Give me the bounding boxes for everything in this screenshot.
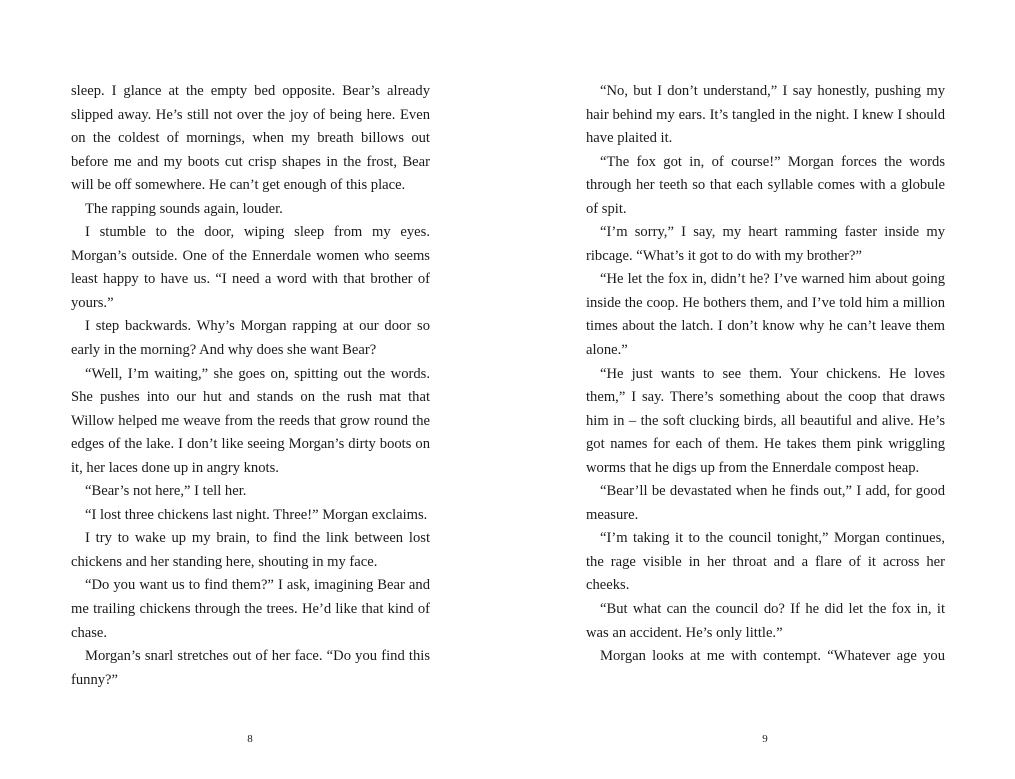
page-number: 8 bbox=[247, 733, 253, 745]
paragraph: I step backwards. Why’s Morgan rapping at our door so early in the morning? And why does she want Bear? bbox=[71, 318, 430, 359]
paragraph: “The fox got in, of course!” Morgan forces the words through her teeth so that each syllable comes with a globule of spit. bbox=[586, 153, 945, 217]
paragraph: “But what can the council do? If he did let the fox in, it was an accident. He’s only little.” bbox=[586, 601, 945, 641]
paragraph: Morgan looks at me with contempt. “Whatever age you bbox=[600, 648, 945, 665]
paragraph: “Do you want us to find them?” I ask, imagining Bear and me trailing chickens through the trees. He’d like that kind of chase. bbox=[71, 577, 430, 641]
paragraph: Morgan’s snarl stretches out of her face. “Do you find this funny?” bbox=[71, 648, 430, 688]
paragraph: sleep. I glance at the empty bed opposite. Bear’s already slipped away. He’s still not over the joy of being here. Even on the coldest of mornings, when my breath billows out before me and my boots cut crisp shapes in the frost, Bear will be off somewhere. He can’t get enough of this place. bbox=[71, 83, 430, 194]
paragraph: “No, but I don’t understand,” I say honestly, pushing my hair behind my ears. It’s tangled in the night. I knew I should have plaited it. bbox=[586, 83, 945, 147]
paragraph: The rapping sounds again, louder. bbox=[85, 200, 283, 217]
paragraph: “He let the fox in, didn’t he? I’ve warned him about going inside the coop. He bothers them, and I’ve told him a million times about the latch. I don’t know why he can’t leave them alone.” bbox=[586, 271, 945, 359]
paragraph: “He just wants to see them. Your chickens. He loves them,” I say. There’s something about the coop that draws him in – the soft clucking birds, all beautiful and alive. He’s got names for each of them. He takes them pink wriggling worms that he digs up from the Ennerdale compost heap. bbox=[586, 365, 945, 476]
paragraph: “I lost three chickens last night. Three!” Morgan exclaims. bbox=[85, 506, 428, 523]
paragraph: “Bear’ll be devastated when he finds out,” I add, for good measure. bbox=[586, 483, 945, 523]
left-page-text bbox=[71, 80, 430, 692]
paragraph: “Bear’s not here,” I tell her. bbox=[85, 483, 247, 500]
paragraph: I stumble to the door, wiping sleep from my eyes. Morgan’s outside. One of the Ennerdale women who seems least happy to have us. “I need a word with that brother of yours.” bbox=[71, 224, 430, 311]
page-number: 9 bbox=[762, 733, 768, 745]
paragraph: I try to wake up my brain, to find the link between lost chickens and her standing here, shouting in my face. bbox=[71, 530, 430, 570]
paragraph: “I’m taking it to the council tonight,” Morgan continues, the rage visible in her throat and a flare of it across her cheeks. bbox=[586, 530, 945, 594]
paragraph: “Well, I’m waiting,” she goes on, spitting out the words. She pushes into our hut and stands on the rush mat that Willow helped me weave from the reeds that grow round the edges of the lake. I don’t like seeing Morgan’s dirty boots on it, her laces done up in angry knots. bbox=[71, 365, 430, 476]
paragraph: “I’m sorry,” I say, my heart ramming faster inside my ribcage. “What’s it got to do with my brother?” bbox=[586, 224, 945, 264]
right-page-text bbox=[586, 80, 945, 669]
